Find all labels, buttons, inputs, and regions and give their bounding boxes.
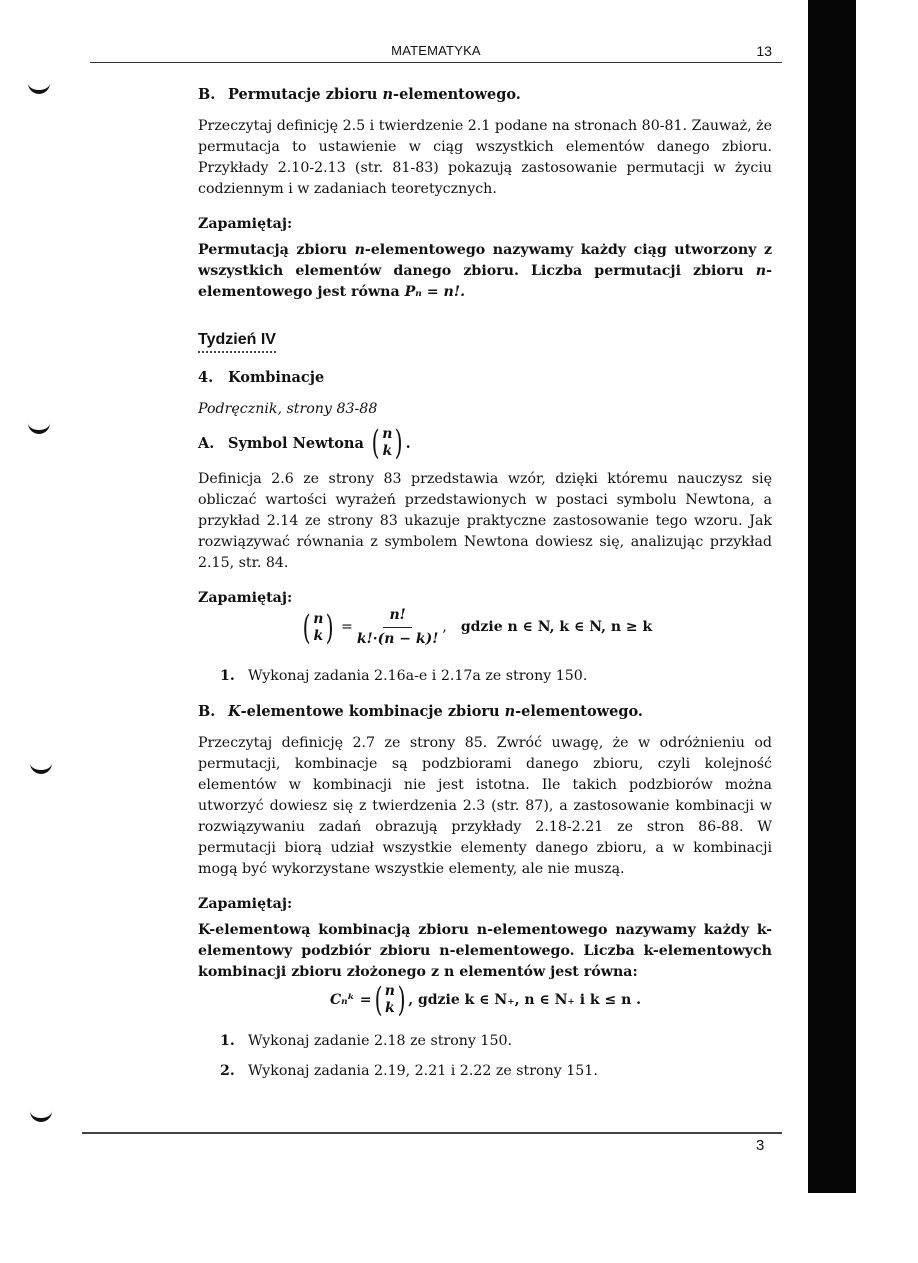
week-heading: Tydzień IV <box>198 329 772 353</box>
punch-hole-mark <box>30 1110 52 1122</box>
remember-label: Zapamiętaj: <box>198 590 293 606</box>
binomial-coefficient-formula: ( n k ) = $\frac{n!}{k!\cdot(n - k)!}$ , gdzie n ∈ N, k ∈ N, n ≥ k <box>300 605 772 650</box>
formula-condition: gdzie n ∈ N, k ∈ N, n ≥ k <box>460 619 653 635</box>
footer-page-number: 3 <box>756 1137 765 1154</box>
formula-fraction: $\frac{n!}{k!\cdot(n - k)!}$ <box>356 607 439 647</box>
paragraph-combinations: Przeczytaj definicję 2.7 ze strony 85. Zwróć uwagę, że w odróżnieniu od permutacji, kombinacje są podzbiorami danego zbioru, czyli kolejność elementów w kombinacji nie jest istotna. Ile takich podzbiorów można utworzyć dowiesz się z twierdzenia 2.3 (str. 87), a zastosowanie kombinacji w rozwiązywaniu zadań obrazują przykłady 2.18-2.21 ze stron 86-88. W permutacji biorą udział wszystkie elementy danego zbioru, a w kombinacji mogą być wykorzystane wszystkie elementy, ale nie muszą. <box>198 735 772 877</box>
page-header <box>90 40 782 63</box>
textbook-reference: Podręcznik, strony 83-88 <box>198 401 378 417</box>
chapter-heading-combinations: 4. Kombinacje <box>198 369 325 386</box>
paragraph-newton-symbol: Definicja 2.6 ze strony 83 przedstawia wzór, dzięki któremu nauczysz się obliczać wartości wyrażeń przedstawionych w postaci symbolu Newtona, a przykład 2.14 ze strony 83 ukazuje praktyczne zastosowanie tego wzoru. Jak rozwiązywać równania z symbolem Newtona dowiesz się, analizując przykład 2.15, str. 84. <box>198 471 772 571</box>
footer-rule <box>82 1132 782 1134</box>
task-item: 1. Wykonaj zadanie 2.18 ze strony 150. <box>220 1033 513 1049</box>
page-content <box>198 84 772 1082</box>
section-heading-newton-symbol: A. Symbol Newtona ( n k ) . <box>198 423 411 463</box>
remember-permutation-definition: Permutacją zbioru n-elementowego nazywamy każdy ciąg utworzony z wszystkich elementów danego zbioru. Liczba permutacji zbioru n-elementowego jest równa Pₙ = n!. <box>198 242 772 300</box>
remember-label: Zapamiętaj: <box>198 216 293 232</box>
formula-condition: , gdzie k ∈ N₊, n ∈ N₊ i k ≤ n . <box>408 991 641 1008</box>
header-title: MATEMATYKA <box>391 43 481 58</box>
punch-hole-mark <box>28 82 50 94</box>
section-heading-permutations: B. Permutacje zbioru n-elementowego. <box>198 86 521 103</box>
punch-hole-mark <box>30 762 52 774</box>
remember-label: Zapamiętaj: <box>198 896 293 912</box>
paragraph-permutations: Przeczytaj definicję 2.5 i twierdzenie 2.1 podane na stronach 80-81. Zauważ, że permutacja to ustawienie w ciąg wszystkich elementów danego zbioru. Przykłady 2.10-2.13 (str. 81-83) pokazują zastosowanie permutacji w życiu codziennym i w zadaniach teoretycznych. <box>198 118 773 197</box>
header-page-number: 13 <box>756 43 772 59</box>
remember-combination-definition: K-elementową kombinacją zbioru n-elementowego nazywamy każdy k-elementowy podzbiór zbioru n-elementowego. Liczba k-elementowych kombinacji zbioru złożonego z n elementów jest równa: <box>198 922 772 980</box>
punch-hole-mark <box>28 422 50 434</box>
binomial-symbol: ( n k ) <box>371 423 404 463</box>
combination-count-formula: Cₙᵏ = ( n k ) , gdzie k ∈ N₊, n ∈ N₊ i k ≤ n . <box>330 980 641 1020</box>
task-item: 1. Wykonaj zadania 2.16a-e i 2.17a ze strony 150. <box>220 668 588 684</box>
section-heading-k-combinations: B. K-elementowe kombinacje zbioru n-elementowego. <box>198 703 643 720</box>
scan-edge-bar <box>808 0 856 1193</box>
task-item: 2. Wykonaj zadania 2.19, 2.21 i 2.22 ze strony 151. <box>220 1063 598 1079</box>
